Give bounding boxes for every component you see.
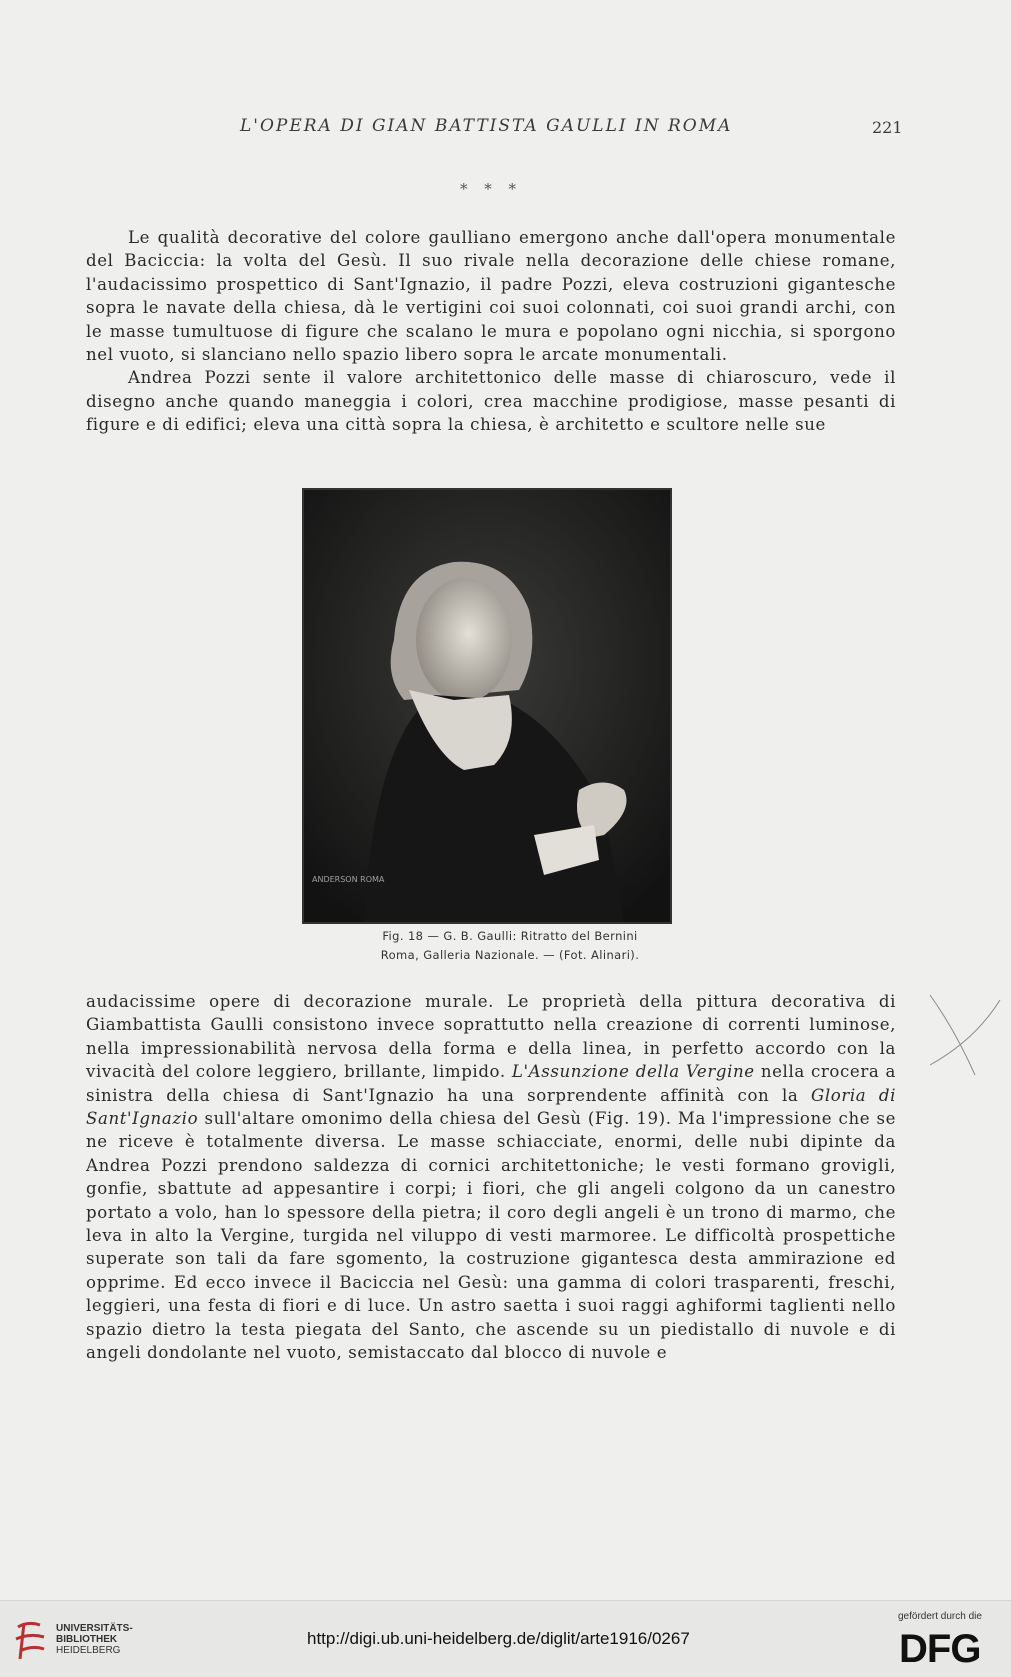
body-text-bottom (86, 990, 896, 1365)
body-text-top (86, 226, 896, 437)
paragraph: Andrea Pozzi sente il valore architettonico delle masse di chiaroscuro, vede il disegno anche quando maneggia i colori, crea macchine prodigiose, masse pesanti di figure e di edifici; eleva una città sopra la chiesa, è architetto e scultore nelle sue (86, 368, 896, 435)
paragraph (86, 990, 896, 1365)
portrait-figure (302, 488, 672, 924)
permalink-url[interactable]: http://digi.ub.uni-heidelberg.de/diglit/arte1916/0267 (307, 1629, 690, 1648)
artwork-title: L'Assunzione della Vergine (511, 1062, 755, 1082)
library-name-line: BIBLIOTHEK (56, 1634, 118, 1645)
library-name (56, 1623, 133, 1656)
library-name-line: UNIVERSITÄTS- (56, 1623, 133, 1634)
pencil-mark (925, 990, 1005, 1090)
text-segment: sull'altare omonimo della chiesa del Gesù (Fig. 19). Ma l'impressione che se ne riceve è totalmente diversa. Le masse schiacciate, enormi, delle nubi dipinte da Andrea Pozzi prendono saldezza di cornici architettoniche; le vesti formano grovigli, gonfie, sbattute ad appesantire i corpi; i fiori, che gli angeli colgono da un canestro portato a volo, han lo spessore della pietra; il coro degli angeli è un trono di marmo, che leva in alto la Vergine, turgida nel viluppo di vesti marmoree. Le difficoltà prospettiche superate son tali da fare sgomento, la costruzione gigantesca desta ammirazione ed opprime. Ed ecco invece il Baciccia nel Gesù: una gamma di colori trasparenti, freschi, leggieri, una festa di fiori e di luce. Un astro saetta i suoi raggi aghiformi taglienti nello spazio dietro la testa piegata del Santo, che ascende su un piedistallo di nuvole e di angeli dondolante nel vuoto, semistaccato dal blocco di nuvole e (86, 1109, 896, 1363)
viewer-footer (0, 1600, 1011, 1677)
running-title: L'OPERA DI GIAN BATTISTA GAULLI IN ROMA (240, 116, 733, 136)
text-segment: audacissime opere di decorazione murale. Le proprietà della pittura decorativa di Giambattista Gaulli consistono invece soprattutto nella creazione di correnti luminose, nella impressionabilità nervosa della forma e della linea, in perfetto accordo con la vivacità del colore leggiero, brillante, limpido. (86, 992, 896, 1082)
photo-credit-mark: ANDERSON ROMA (312, 875, 385, 884)
library-name-line: HEIDELBERG (56, 1645, 121, 1656)
portrait-image (304, 490, 670, 922)
section-mark: * * * (460, 180, 523, 198)
text-segment: nella crocera a sinistra della chiesa di Sant'Ignazio ha una sorprendente affinità con la (86, 1062, 896, 1105)
figure-caption (240, 927, 780, 965)
artwork-title: Gloria di Sant'Ignazio (86, 1085, 897, 1129)
paragraph: Le qualità decorative del colore gaulliano emergono anche dall'opera monumentale del Baciccia: la volta del Gesù. Il suo rivale nella decorazione delle chiese romane, l'audacissimo prospettico di Sant'Ignazio, il padre Pozzi, eleva costruzioni gigantesche sopra le navate della chiesa, dà le vertigini coi suoi colonnati, coi suoi grandi archi, con le masse tumultuose di figure che scalano le mura e popolano ogni nicchia, si sporgono nel vuoto, si slanciano nello spazio libero sopra le arcate monumentali. (86, 228, 896, 365)
caption-line: Fig. 18 — G. B. Gaulli: Ritratto del Bernini (382, 929, 638, 943)
page-number: 221 (872, 118, 903, 137)
dfg-logo: DFG (899, 1627, 981, 1671)
caption-line: Roma, Galleria Nazionale. — (Fot. Alinari). (380, 948, 640, 962)
funder-label: gefördert durch die (898, 1611, 982, 1622)
